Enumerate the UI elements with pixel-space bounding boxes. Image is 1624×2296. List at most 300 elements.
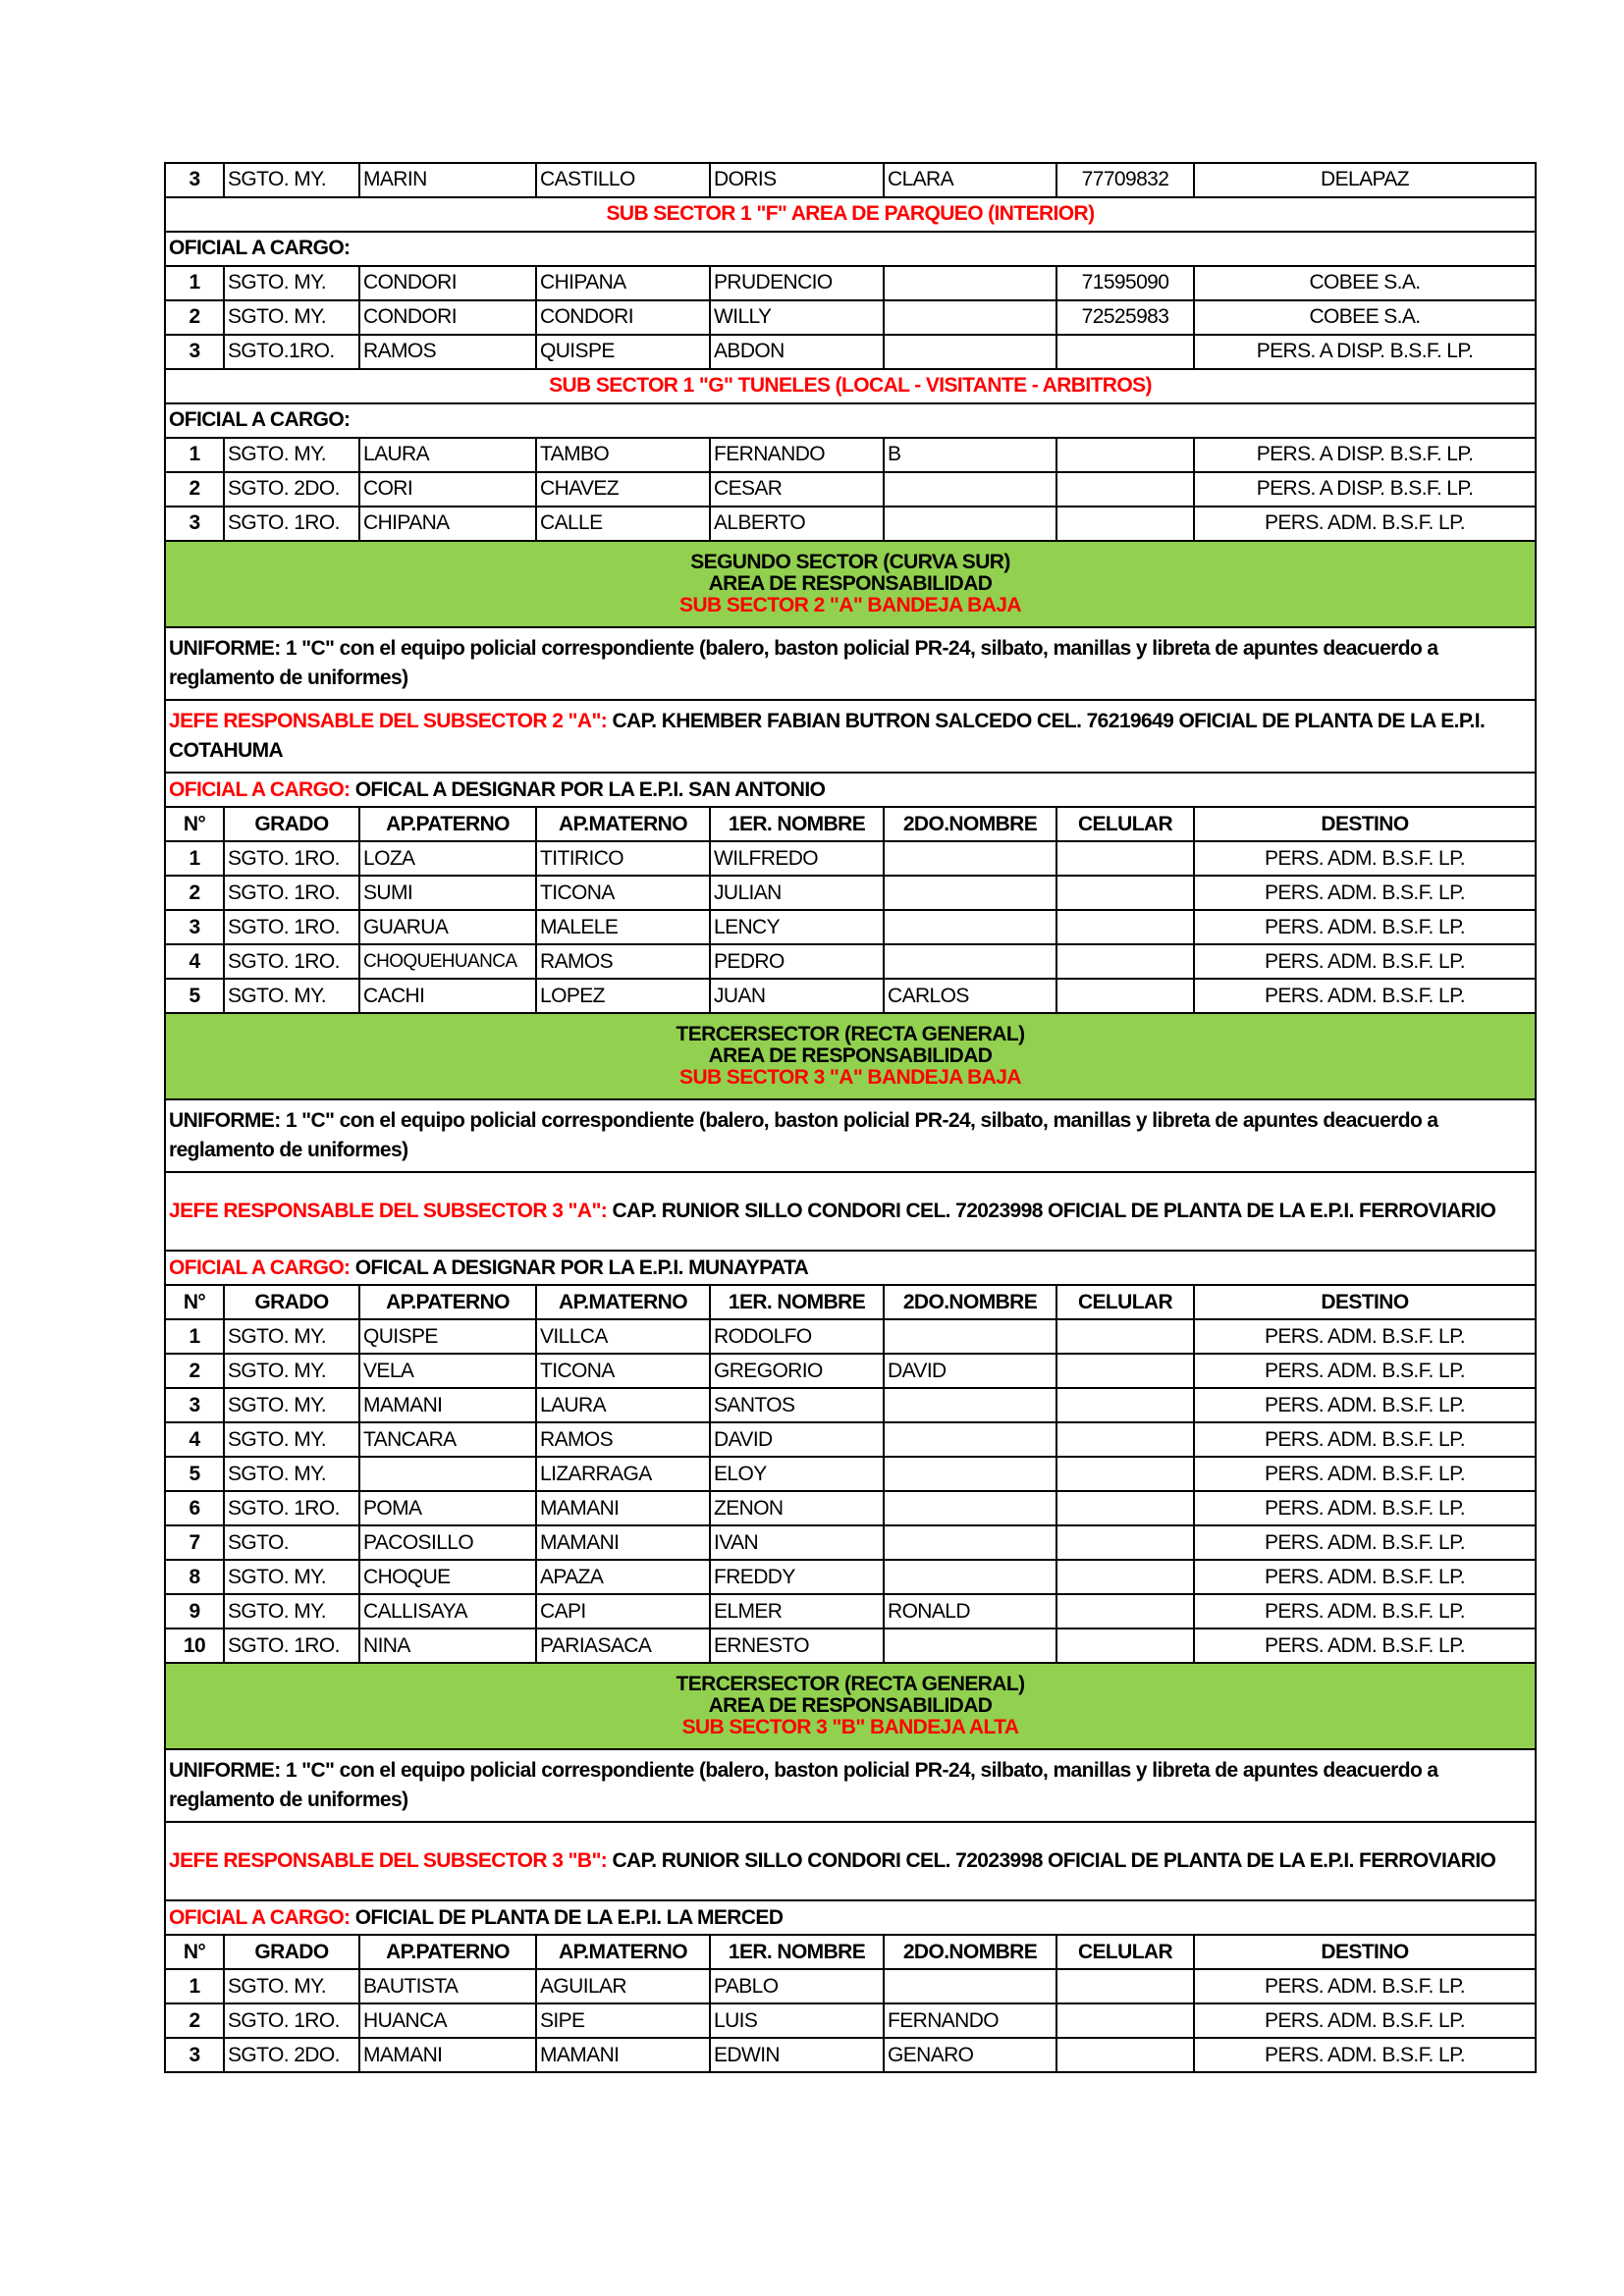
cell-paterno: POMA (359, 1491, 536, 1525)
cell-celular (1056, 979, 1194, 1013)
cell-nombre2 (884, 841, 1056, 876)
cell-nombre2: FERNANDO (884, 2003, 1056, 2038)
cell-celular (1056, 1422, 1194, 1457)
cell-materno: CHAVEZ (536, 472, 710, 507)
subsector-name: SUB SECTOR 3 "B" BANDEJA ALTA (681, 1716, 1019, 1739)
cell-paterno: CACHI (359, 979, 536, 1013)
cell-nombre1: ELOY (710, 1457, 884, 1491)
cell-materno: QUISPE (536, 335, 710, 369)
cell-nombre1: ZENON (710, 1491, 884, 1525)
cell-destino: PERS. A DISP. B.S.F. LP. (1194, 438, 1536, 472)
cell-n: 9 (165, 1594, 224, 1629)
jefe-label: JEFE RESPONSABLE DEL SUBSECTOR 2 "A": (169, 710, 608, 733)
cell-celular (1056, 1457, 1194, 1491)
jefe-value: CAP. KHEMBER FABIAN BUTRON SALCEDO CEL. 76219649 OFICIAL DE PLANTA DE LA E.P.I. COTAHUMA (169, 710, 1486, 763)
table-row (165, 1319, 1536, 1354)
cell-grado: SGTO. MY. (224, 1388, 359, 1422)
cell-n: 3 (165, 910, 224, 944)
cell-paterno: VELA (359, 1354, 536, 1388)
cell-materno: RAMOS (536, 944, 710, 979)
cell-n: 3 (165, 507, 224, 541)
column-header: DESTINO (1194, 807, 1536, 841)
column-header: AP.PATERNO (359, 1935, 536, 1969)
cell-materno: CALLE (536, 507, 710, 541)
uniforme-note-row (165, 1099, 1536, 1172)
cell-nombre2 (884, 944, 1056, 979)
cell-nombre2 (884, 1457, 1056, 1491)
cell-grado: SGTO. 1RO. (224, 910, 359, 944)
jefe-label: JEFE RESPONSABLE DEL SUBSECTOR 3 "A": (169, 1200, 608, 1223)
column-header-row (165, 1285, 1536, 1319)
cell-celular (1056, 1560, 1194, 1594)
cell-n: 8 (165, 1560, 224, 1594)
oficial-label: OFICIAL A CARGO: (169, 1905, 351, 1929)
cell-n: 5 (165, 979, 224, 1013)
cell-celular (1056, 1629, 1194, 1663)
oficial-label: OFICIAL A CARGO: (169, 1255, 351, 1279)
table-row (165, 1594, 1536, 1629)
column-header: GRADO (224, 1285, 359, 1319)
cell-n: 2 (165, 2003, 224, 2038)
table-row (165, 944, 1536, 979)
cell-materno: SIPE (536, 2003, 710, 2038)
cell-nombre2: B (884, 438, 1056, 472)
cell-nombre1: LUIS (710, 2003, 884, 2038)
cell-grado: SGTO. MY. (224, 438, 359, 472)
column-header: N° (165, 1935, 224, 1969)
cell-nombre2 (884, 335, 1056, 369)
column-header: AP.MATERNO (536, 807, 710, 841)
cell-materno: APAZA (536, 1560, 710, 1594)
cell-nombre1: PRUDENCIO (710, 266, 884, 300)
cell-n: 3 (165, 2038, 224, 2072)
cell-grado: SGTO. MY. (224, 163, 359, 197)
cell-nombre2 (884, 1629, 1056, 1663)
area-label: AREA DE RESPONSABILIDAD (708, 572, 993, 596)
cell-n: 1 (165, 841, 224, 876)
oficial-label: OFICIAL A CARGO: (169, 777, 351, 801)
column-header: N° (165, 1285, 224, 1319)
table-row (165, 910, 1536, 944)
table-row (165, 1491, 1536, 1525)
cell-paterno: SUMI (359, 876, 536, 910)
cell-paterno: MARIN (359, 163, 536, 197)
cell-celular (1056, 944, 1194, 979)
area-label: AREA DE RESPONSABILIDAD (708, 1694, 993, 1718)
cell-nombre2 (884, 1560, 1056, 1594)
cell-paterno: QUISPE (359, 1319, 536, 1354)
cell-nombre1: PEDRO (710, 944, 884, 979)
column-header: 2DO.NOMBRE (884, 1285, 1056, 1319)
cell-nombre1: FERNANDO (710, 438, 884, 472)
cell-n: 3 (165, 1388, 224, 1422)
sector-header-row (165, 541, 1536, 627)
sector-header (165, 1013, 1536, 1099)
cell-celular (1056, 876, 1194, 910)
cell-n: 1 (165, 266, 224, 300)
cell-nombre2: GENARO (884, 2038, 1056, 2072)
cell-paterno: MAMANI (359, 1388, 536, 1422)
column-header: 1ER. NOMBRE (710, 807, 884, 841)
table-row (165, 472, 1536, 507)
cell-paterno: LOZA (359, 841, 536, 876)
cell-celular (1056, 1354, 1194, 1388)
table-row (165, 1457, 1536, 1491)
subsector-name: SUB SECTOR 2 "A" BANDEJA BAJA (679, 594, 1021, 617)
table-row (165, 1422, 1536, 1457)
column-header: AP.MATERNO (536, 1935, 710, 1969)
column-header-row (165, 1935, 1536, 1969)
sector-header (165, 541, 1536, 627)
cell-nombre2 (884, 1969, 1056, 2003)
cell-nombre2 (884, 507, 1056, 541)
cell-grado: SGTO. MY. (224, 1457, 359, 1491)
cell-n: 2 (165, 472, 224, 507)
table-row (165, 266, 1536, 300)
table-row (165, 1629, 1536, 1663)
column-header: CELULAR (1056, 1935, 1194, 1969)
cell-grado: SGTO. MY. (224, 1319, 359, 1354)
cell-destino: PERS. A DISP. B.S.F. LP. (1194, 472, 1536, 507)
jefe-responsable-row (165, 700, 1536, 773)
cell-destino: PERS. ADM. B.S.F. LP. (1194, 910, 1536, 944)
jefe-label: JEFE RESPONSABLE DEL SUBSECTOR 3 "B": (169, 1849, 608, 1873)
cell-grado: SGTO. MY. (224, 1354, 359, 1388)
cell-destino: PERS. ADM. B.S.F. LP. (1194, 1629, 1536, 1663)
oficial-value: OFICIAL DE PLANTA DE LA E.P.I. LA MERCED (350, 1905, 784, 1929)
column-header: AP.MATERNO (536, 1285, 710, 1319)
cell-nombre1: LENCY (710, 910, 884, 944)
cell-n: 1 (165, 1319, 224, 1354)
oficial-a-cargo-row (165, 1251, 1536, 1285)
table-row (165, 1560, 1536, 1594)
table-row (165, 2038, 1536, 2072)
cell-materno: PARIASACA (536, 1629, 710, 1663)
uniforme-note: UNIFORME: 1 "C" con el equipo policial correspondiente (balero, baston policial PR-24, silbato, manillas y libreta de apuntes deacuerdo a reglamento de uniformes) (165, 1099, 1536, 1172)
uniforme-note-row (165, 1749, 1536, 1822)
cell-grado: SGTO. MY. (224, 1560, 359, 1594)
cell-grado: SGTO. 1RO. (224, 841, 359, 876)
cell-destino: PERS. ADM. B.S.F. LP. (1194, 1969, 1536, 2003)
table-row (165, 335, 1536, 369)
sector-name: SEGUNDO SECTOR (CURVA SUR) (690, 551, 1010, 573)
cell-materno: RAMOS (536, 1422, 710, 1457)
subsector-name: SUB SECTOR 3 "A" BANDEJA BAJA (679, 1066, 1021, 1090)
cell-nombre1: PABLO (710, 1969, 884, 2003)
cell-destino: PERS. ADM. B.S.F. LP. (1194, 2038, 1536, 2072)
cell-destino: PERS. ADM. B.S.F. LP. (1194, 841, 1536, 876)
cell-materno: CAPI (536, 1594, 710, 1629)
cell-materno: TICONA (536, 1354, 710, 1388)
cell-materno: LOPEZ (536, 979, 710, 1013)
cell-grado: SGTO. (224, 1525, 359, 1560)
cell-nombre1: WILLY (710, 300, 884, 335)
cell-materno: MALELE (536, 910, 710, 944)
cell-paterno: TANCARA (359, 1422, 536, 1457)
cell-materno: LIZARRAGA (536, 1457, 710, 1491)
cell-nombre2 (884, 472, 1056, 507)
table-row (165, 2003, 1536, 2038)
cell-n: 1 (165, 1969, 224, 2003)
subsector-title-row (165, 197, 1536, 232)
column-header: 2DO.NOMBRE (884, 1935, 1056, 1969)
sector-header (165, 1663, 1536, 1749)
cell-paterno: CHOQUE (359, 1560, 536, 1594)
cell-nombre2 (884, 266, 1056, 300)
cell-nombre1: CESAR (710, 472, 884, 507)
table-row (165, 841, 1536, 876)
cell-destino: PERS. ADM. B.S.F. LP. (1194, 1594, 1536, 1629)
jefe-responsable (165, 700, 1536, 773)
cell-celular (1056, 335, 1194, 369)
cell-destino: PERS. ADM. B.S.F. LP. (1194, 1422, 1536, 1457)
cell-nombre1: IVAN (710, 1525, 884, 1560)
cell-nombre2 (884, 1388, 1056, 1422)
cell-nombre2 (884, 1319, 1056, 1354)
cell-destino: DELAPAZ (1194, 163, 1536, 197)
cell-nombre1: WILFREDO (710, 841, 884, 876)
cell-celular: 71595090 (1056, 266, 1194, 300)
oficial-a-cargo (165, 1251, 1536, 1285)
sector-header-row (165, 1013, 1536, 1099)
table-row (165, 1969, 1536, 2003)
cell-paterno: NINA (359, 1629, 536, 1663)
cell-materno: VILLCA (536, 1319, 710, 1354)
cell-n: 2 (165, 1354, 224, 1388)
column-header: DESTINO (1194, 1935, 1536, 1969)
cell-n: 7 (165, 1525, 224, 1560)
cell-nombre1: DORIS (710, 163, 884, 197)
oficial-a-cargo (165, 773, 1536, 807)
oficial-a-cargo-row (165, 773, 1536, 807)
table-row (165, 438, 1536, 472)
cell-nombre2 (884, 876, 1056, 910)
cell-paterno: MAMANI (359, 2038, 536, 2072)
cell-grado: SGTO. 1RO. (224, 876, 359, 910)
cell-destino: COBEE S.A. (1194, 266, 1536, 300)
cell-celular (1056, 438, 1194, 472)
cell-materno: LAURA (536, 1388, 710, 1422)
cell-nombre2 (884, 910, 1056, 944)
column-header: AP.PATERNO (359, 807, 536, 841)
cell-nombre1: ALBERTO (710, 507, 884, 541)
sector-name: TERCERSECTOR (RECTA GENERAL) (676, 1023, 1025, 1046)
cell-grado: SGTO. 2DO. (224, 472, 359, 507)
cell-paterno: GUARUA (359, 910, 536, 944)
cell-nombre1: ERNESTO (710, 1629, 884, 1663)
cell-nombre1: ELMER (710, 1594, 884, 1629)
cell-destino: PERS. ADM. B.S.F. LP. (1194, 1491, 1536, 1525)
cell-destino: PERS. ADM. B.S.F. LP. (1194, 876, 1536, 910)
cell-grado: SGTO. MY. (224, 1594, 359, 1629)
cell-materno: CONDORI (536, 300, 710, 335)
cell-destino: COBEE S.A. (1194, 300, 1536, 335)
cell-materno: TITIRICO (536, 841, 710, 876)
cell-celular (1056, 2038, 1194, 2072)
cell-celular: 77709832 (1056, 163, 1194, 197)
cell-destino: PERS. ADM. B.S.F. LP. (1194, 1388, 1536, 1422)
cell-n: 3 (165, 163, 224, 197)
jefe-value: CAP. RUNIOR SILLO CONDORI CEL. 72023998 OFICIAL DE PLANTA DE LA E.P.I. FERROVIARIO (607, 1849, 1496, 1873)
cell-grado: SGTO. MY. (224, 300, 359, 335)
column-header: CELULAR (1056, 1285, 1194, 1319)
cell-materno: MAMANI (536, 1525, 710, 1560)
cell-grado: SGTO. 1RO. (224, 1629, 359, 1663)
cell-grado: SGTO. 1RO. (224, 944, 359, 979)
cell-nombre1: SANTOS (710, 1388, 884, 1422)
cell-grado: SGTO. 1RO. (224, 2003, 359, 2038)
oficial-a-cargo: OFICIAL A CARGO: (165, 232, 1536, 266)
cell-n: 3 (165, 335, 224, 369)
area-label: AREA DE RESPONSABILIDAD (708, 1044, 993, 1068)
cell-destino: PERS. ADM. B.S.F. LP. (1194, 1354, 1536, 1388)
table-row (165, 300, 1536, 335)
cell-nombre1: EDWIN (710, 2038, 884, 2072)
column-header: 1ER. NOMBRE (710, 1285, 884, 1319)
cell-paterno: LAURA (359, 438, 536, 472)
cell-grado: SGTO.1RO. (224, 335, 359, 369)
cell-destino: PERS. ADM. B.S.F. LP. (1194, 1525, 1536, 1560)
cell-celular (1056, 507, 1194, 541)
cell-celular (1056, 472, 1194, 507)
cell-materno: TICONA (536, 876, 710, 910)
cell-celular (1056, 2003, 1194, 2038)
cell-n: 5 (165, 1457, 224, 1491)
cell-paterno: PACOSILLO (359, 1525, 536, 1560)
cell-n: 10 (165, 1629, 224, 1663)
cell-n: 2 (165, 876, 224, 910)
cell-materno: MAMANI (536, 2038, 710, 2072)
cell-nombre2 (884, 1422, 1056, 1457)
cell-destino: PERS. ADM. B.S.F. LP. (1194, 507, 1536, 541)
table-row (165, 876, 1536, 910)
jefe-responsable (165, 1822, 1536, 1900)
sector-header-row (165, 1663, 1536, 1749)
cell-materno: MAMANI (536, 1491, 710, 1525)
cell-nombre1: FREDDY (710, 1560, 884, 1594)
cell-destino: PERS. ADM. B.S.F. LP. (1194, 2003, 1536, 2038)
cell-paterno: CONDORI (359, 266, 536, 300)
oficial-a-cargo-row (165, 232, 1536, 266)
column-header: GRADO (224, 807, 359, 841)
cell-celular: 72525983 (1056, 300, 1194, 335)
cell-nombre1: GREGORIO (710, 1354, 884, 1388)
cell-celular (1056, 1388, 1194, 1422)
cell-nombre1: DAVID (710, 1422, 884, 1457)
cell-destino: PERS. ADM. B.S.F. LP. (1194, 1319, 1536, 1354)
cell-destino: PERS. A DISP. B.S.F. LP. (1194, 335, 1536, 369)
cell-materno: CASTILLO (536, 163, 710, 197)
subsector-title-row (165, 369, 1536, 403)
cell-nombre1: JULIAN (710, 876, 884, 910)
column-header-row (165, 807, 1536, 841)
cell-paterno: CALLISAYA (359, 1594, 536, 1629)
table-row (165, 507, 1536, 541)
cell-grado: SGTO. MY. (224, 1422, 359, 1457)
cell-grado: SGTO. 1RO. (224, 1491, 359, 1525)
cell-materno: TAMBO (536, 438, 710, 472)
cell-nombre1: RODOLFO (710, 1319, 884, 1354)
column-header: AP.PATERNO (359, 1285, 536, 1319)
oficial-a-cargo: OFICIAL A CARGO: (165, 403, 1536, 438)
uniforme-note-row (165, 627, 1536, 700)
cell-celular (1056, 1969, 1194, 2003)
cell-grado: SGTO. MY. (224, 266, 359, 300)
cell-nombre2: DAVID (884, 1354, 1056, 1388)
cell-paterno (359, 1457, 536, 1491)
table-row (165, 1525, 1536, 1560)
cell-celular (1056, 1594, 1194, 1629)
cell-destino: PERS. ADM. B.S.F. LP. (1194, 1560, 1536, 1594)
jefe-value: CAP. RUNIOR SILLO CONDORI CEL. 72023998 OFICIAL DE PLANTA DE LA E.P.I. FERROVIARIO (607, 1200, 1496, 1223)
column-header: 1ER. NOMBRE (710, 1935, 884, 1969)
cell-destino: PERS. ADM. B.S.F. LP. (1194, 944, 1536, 979)
cell-destino: PERS. ADM. B.S.F. LP. (1194, 979, 1536, 1013)
cell-n: 1 (165, 438, 224, 472)
uniforme-note: UNIFORME: 1 "C" con el equipo policial correspondiente (balero, baston policial PR-24, silbato, manillas y libreta de apuntes deacuerdo a reglamento de uniformes) (165, 627, 1536, 700)
oficial-value: OFICAL A DESIGNAR POR LA E.P.I. MUNAYPATA (350, 1255, 809, 1279)
uniforme-note: UNIFORME: 1 "C" con el equipo policial correspondiente (balero, baston policial PR-24, silbato, manillas y libreta de apuntes deacuerdo a reglamento de uniformes) (165, 1749, 1536, 1822)
cell-nombre2 (884, 1491, 1056, 1525)
cell-nombre2: RONALD (884, 1594, 1056, 1629)
cell-grado: SGTO. MY. (224, 1969, 359, 2003)
cell-nombre1: ABDON (710, 335, 884, 369)
cell-paterno: CHIPANA (359, 507, 536, 541)
oficial-a-cargo (165, 1900, 1536, 1935)
subsector-title: SUB SECTOR 1 "F" AREA DE PARQUEO (INTERIOR) (165, 197, 1536, 232)
table-row (165, 979, 1536, 1013)
personnel-assignment-table (164, 162, 1537, 2073)
cell-grado: SGTO. 1RO. (224, 507, 359, 541)
subsector-title: SUB SECTOR 1 "G" TUNELES (LOCAL - VISITANTE - ARBITROS) (165, 369, 1536, 403)
cell-n: 6 (165, 1491, 224, 1525)
cell-nombre2: CARLOS (884, 979, 1056, 1013)
cell-paterno: CORI (359, 472, 536, 507)
cell-nombre2: CLARA (884, 163, 1056, 197)
jefe-responsable-row (165, 1822, 1536, 1900)
cell-paterno: RAMOS (359, 335, 536, 369)
cell-celular (1056, 841, 1194, 876)
cell-n: 4 (165, 1422, 224, 1457)
cell-destino: PERS. ADM. B.S.F. LP. (1194, 1457, 1536, 1491)
cell-grado: SGTO. MY. (224, 979, 359, 1013)
oficial-a-cargo-row (165, 1900, 1536, 1935)
column-header: DESTINO (1194, 1285, 1536, 1319)
sector-name: TERCERSECTOR (RECTA GENERAL) (676, 1673, 1025, 1696)
table-row (165, 1388, 1536, 1422)
table-row (165, 1354, 1536, 1388)
cell-nombre2 (884, 1525, 1056, 1560)
cell-celular (1056, 1525, 1194, 1560)
cell-materno: CHIPANA (536, 266, 710, 300)
cell-celular (1056, 1491, 1194, 1525)
cell-n: 4 (165, 944, 224, 979)
column-header: CELULAR (1056, 807, 1194, 841)
cell-nombre1: JUAN (710, 979, 884, 1013)
cell-paterno: BAUTISTA (359, 1969, 536, 2003)
cell-celular (1056, 910, 1194, 944)
cell-celular (1056, 1319, 1194, 1354)
jefe-responsable-row (165, 1172, 1536, 1251)
cell-paterno: CONDORI (359, 300, 536, 335)
cell-grado: SGTO. 2DO. (224, 2038, 359, 2072)
column-header: 2DO.NOMBRE (884, 807, 1056, 841)
oficial-value: OFICAL A DESIGNAR POR LA E.P.I. SAN ANTONIO (350, 777, 826, 801)
jefe-responsable (165, 1172, 1536, 1251)
cell-n: 2 (165, 300, 224, 335)
cell-materno: AGUILAR (536, 1969, 710, 2003)
cell-paterno: HUANCA (359, 2003, 536, 2038)
